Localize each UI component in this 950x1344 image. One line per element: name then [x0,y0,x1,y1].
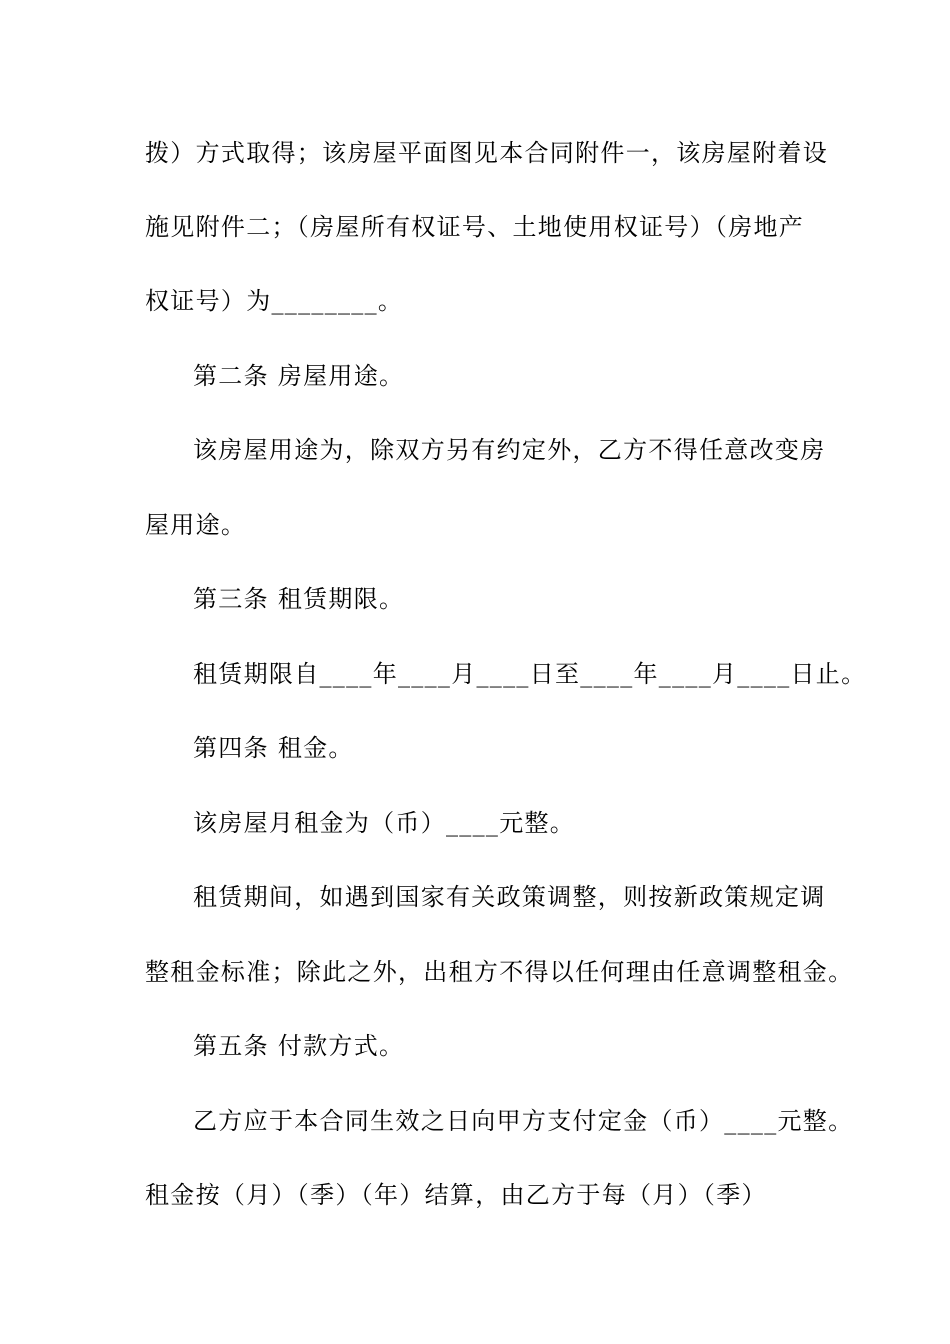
paragraph-line: 施见附件二；（房屋所有权证号、土地使用权证号）（房地产 [145,213,805,241]
paragraph-line: 租赁期间，如遇到国家有关政策调整，则按新政策规定调 [193,883,826,911]
article-heading: 第二条 房屋用途。 [193,362,405,390]
paragraph-line: 整租金标准；除此之外，出租方不得以任何理由任意调整租金。 [145,958,854,986]
paragraph-line: 该房屋月租金为（币）____元整。 [193,809,576,837]
paragraph-line: 租金按（月）（季）（年）结算，由乙方于每（月）（季） [145,1181,767,1209]
article-heading: 第五条 付款方式。 [193,1032,405,1060]
paragraph-line: 乙方应于本合同生效之日向甲方支付定金（币）____元整。 [193,1107,854,1135]
paragraph-line: 屋用途。 [145,511,247,539]
paragraph-line: 该房屋用途为，除双方另有约定外，乙方不得任意改变房 [193,436,826,464]
paragraph-line: 拨）方式取得；该房屋平面图见本合同附件一，该房屋附着设 [145,139,829,167]
paragraph-line: 权证号）为________。 [145,287,404,315]
article-heading: 第三条 租赁期限。 [193,585,405,613]
paragraph-line: 租赁期限自____年____月____日至____年____月____日止。 [193,660,867,688]
article-heading: 第四条 租金。 [193,734,354,762]
